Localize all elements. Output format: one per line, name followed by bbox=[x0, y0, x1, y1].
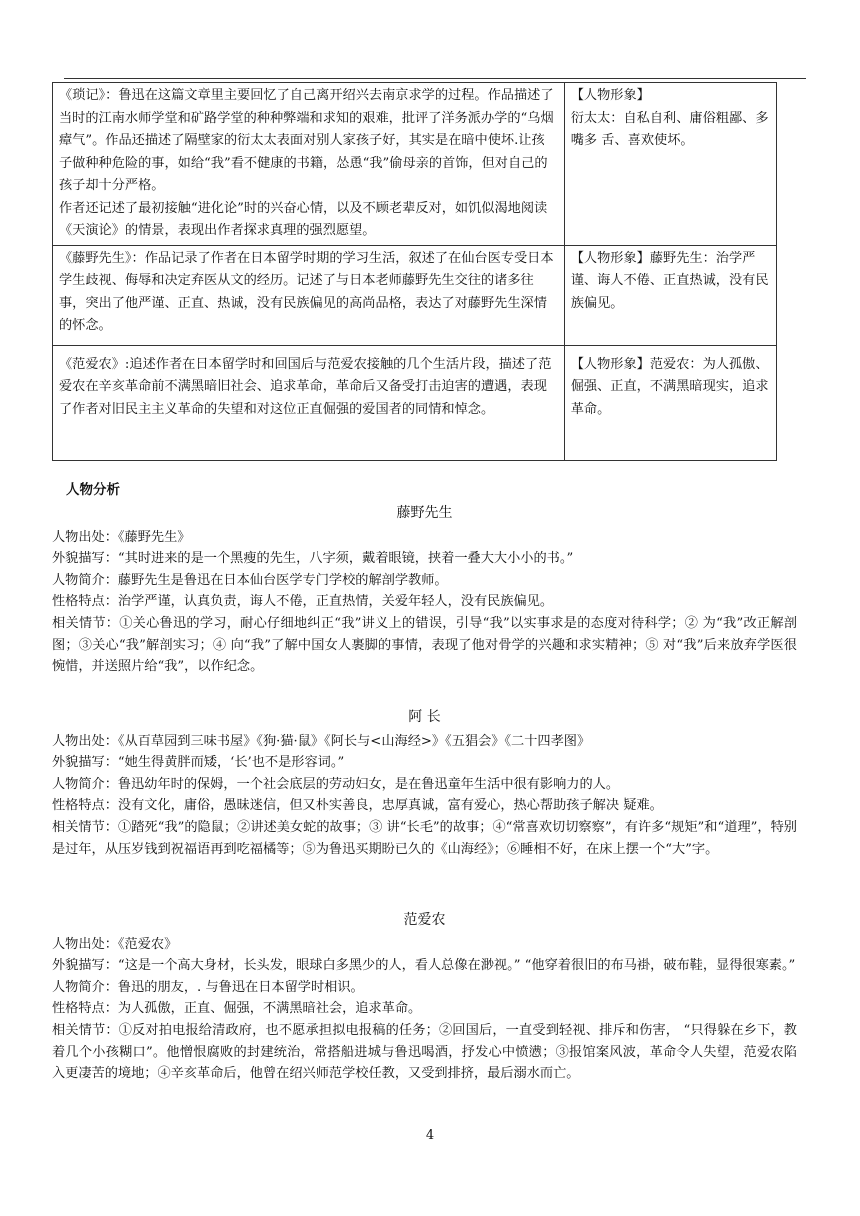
character-line: 性格特点：治学严谨，认真负责，诲人不倦，正直热情，关爱年轻人，没有民族偏见。 bbox=[52, 594, 554, 610]
character-block-fujino bbox=[52, 503, 797, 678]
work-summary-cell bbox=[53, 245, 565, 345]
section-title: 人物分析 bbox=[66, 482, 120, 498]
character-line: 外貌描写：“其时进来的是一个黑瘦的先生，八字须，戴着眼镜，挟着一叠大大小小的书。” bbox=[52, 551, 574, 567]
character-line: 相关情节：①关心鲁迅的学习，耐心仔细地纠正“我”讲义上的错误，引导“我”以实事求是的态度对待科学；② 为“我”改正解剖图；③关心“我”解剖实习；④ 向“我”了解中国女人裹脚的事情，表现了他对骨学的兴趣和求实精神；⑤ 对“我”后来放弃学医很惋惜，并送照片给“我”，以作纪念。 bbox=[52, 615, 797, 675]
character-line: 外貌描写：“她生得黄胖而矮，‘长’也不是形容词。” bbox=[52, 755, 345, 771]
header-rule bbox=[64, 78, 806, 79]
character-line: 相关情节：①反对拍电报给清政府，也不愿承担拟电报稿的任务；②回国后，一直受到轻视、排斥和伤害， “只得躲在乡下，教着几个小孩糊口”。他憎恨腐败的封建统治，常搭船进城与鲁迅喝酒，抒发心中愤懑；③报馆案风波，革命令人失望，范爱农陷入更凄苦的境地；④辛亥革命后，他曾在绍兴师范学校任教，又受到排挤，最后溺水而亡。 bbox=[52, 1022, 797, 1082]
work-summary-text: 作者还记述了最初接触“进化论”时的兴奋心情，以及不顾老辈反对，如饥似渴地阅读《天演论》的情景，表现出作者探求真理的强烈愿望。 bbox=[59, 200, 548, 238]
character-name: 阿 长 bbox=[408, 709, 441, 725]
character-line: 人物出处：《藤野先生》 bbox=[52, 529, 191, 545]
character-name: 藤野先生 bbox=[396, 505, 453, 521]
page-number: 4 bbox=[425, 1128, 435, 1143]
character-line: 人物简介：鲁迅幼年时的保姆，一个社会底层的劳动妇女，是在鲁迅童年生活中很有影响力的人。 bbox=[52, 776, 620, 792]
table-row bbox=[53, 245, 777, 345]
character-line: 相关情节：①踏死“我”的隐鼠；②讲述美女蛇的故事；③ 讲“长毛”的故事；④“常喜欢切切察察”，有许多“规矩”和“道理”，特别是过年，从压岁钱到祝福语再到吃福橘等；⑤为鲁迅买期盼已久的《山海经》；⑥睡相不好，在床上摆一个“大”字。 bbox=[52, 819, 797, 857]
character-line: 人物简介：鲁迅的朋友，. 与鲁迅在日本留学时相识。 bbox=[52, 979, 364, 995]
work-summary-cell bbox=[53, 345, 565, 460]
table-row bbox=[53, 83, 777, 246]
work-summary-text: 《范爱农》:追述作者在日本留学时和回国后与范爱农接触的几个生活片段，描述了范爱农在辛亥革命前不满黑暗旧社会、追求革命，革命后又备受打击迫害的遭遇，表现了作者对旧民主主义革命的失望和对这位正直倔强的爱国者的同情和悼念。 bbox=[59, 356, 552, 417]
work-summary-text: 《琐记》：鲁迅在这篇文章里主要回忆了自己离开绍兴去南京求学的过程。作品描述了当时的江南水师学堂和矿路学堂的种种弊端和求知的艰难，批评了洋务派办学的“乌烟瘴气”。作品还描述了隔壁家的衍太太表面对别人家孩子好，其实是在暗中使坏.让孩子做种种危险的事，如给“我”看不健康的书籍，怂恿“我”偷母亲的首饰，但对自己的孩子却十分严格。 bbox=[59, 88, 554, 193]
character-line: 性格特点：为人孤傲，正直、倔强，不满黑暗社会，追求革命。 bbox=[52, 1001, 422, 1017]
character-image-heading: 【人物形象】 bbox=[570, 88, 650, 103]
character-image-cell bbox=[564, 345, 776, 460]
character-line: 外貌描写：“这是一个高大身材，长头发，眼球白多黑少的人，看人总像在渺视。” “他穿着很旧的布马褂，破布鞋，显得很寒素。” bbox=[52, 958, 796, 974]
character-line: 人物出处：《从百草园到三味书屋》《狗·猫·鼠》《阿长与<山海经>》《五猖会》《二十四孝图》 bbox=[52, 733, 591, 749]
character-image-cell bbox=[564, 83, 776, 246]
character-image-text: 【人物形象】范爱农：为人孤傲、倔强、正直，不满黑暗现实，追求革命。 bbox=[570, 356, 769, 417]
character-block-fanainong bbox=[52, 910, 797, 1085]
character-line: 性格特点：没有文化，庸俗，愚昧迷信，但又朴实善良，忠厚真诚，富有爱心，热心帮助孩子解决 疑难。 bbox=[52, 798, 663, 814]
character-image-text: 【人物形象】藤野先生：治学严谨、诲人不倦、正直热诚，没有民族偏见。 bbox=[570, 250, 769, 311]
character-image-text: 衍太太：自私自利、庸俗粗鄙、多嘴多 舌、喜欢使坏。 bbox=[570, 110, 769, 148]
character-line: 人物简介：藤野先生是鲁迅在日本仙台医学专门学校的解剖学教师。 bbox=[52, 572, 448, 588]
work-summary-text: 《藤野先生》：作品记录了作者在日本留学时期的学习生活，叙述了在仙台医专受日本学生歧视、侮辱和决定弃医从文的经历。记述了与日本老师藤野先生交往的诸多往事，突出了他严谨、正直、热诚，没有民族偏见的高尚品格，表达了对藤野先生深情的怀念。 bbox=[59, 250, 554, 333]
character-line: 人物出处：《范爱农》 bbox=[52, 936, 178, 952]
works-table bbox=[52, 82, 777, 461]
character-name: 范爱农 bbox=[403, 912, 446, 928]
character-image-cell bbox=[564, 245, 776, 345]
character-block-achang bbox=[52, 707, 797, 860]
work-summary-cell bbox=[53, 83, 565, 246]
table-row bbox=[53, 345, 777, 460]
